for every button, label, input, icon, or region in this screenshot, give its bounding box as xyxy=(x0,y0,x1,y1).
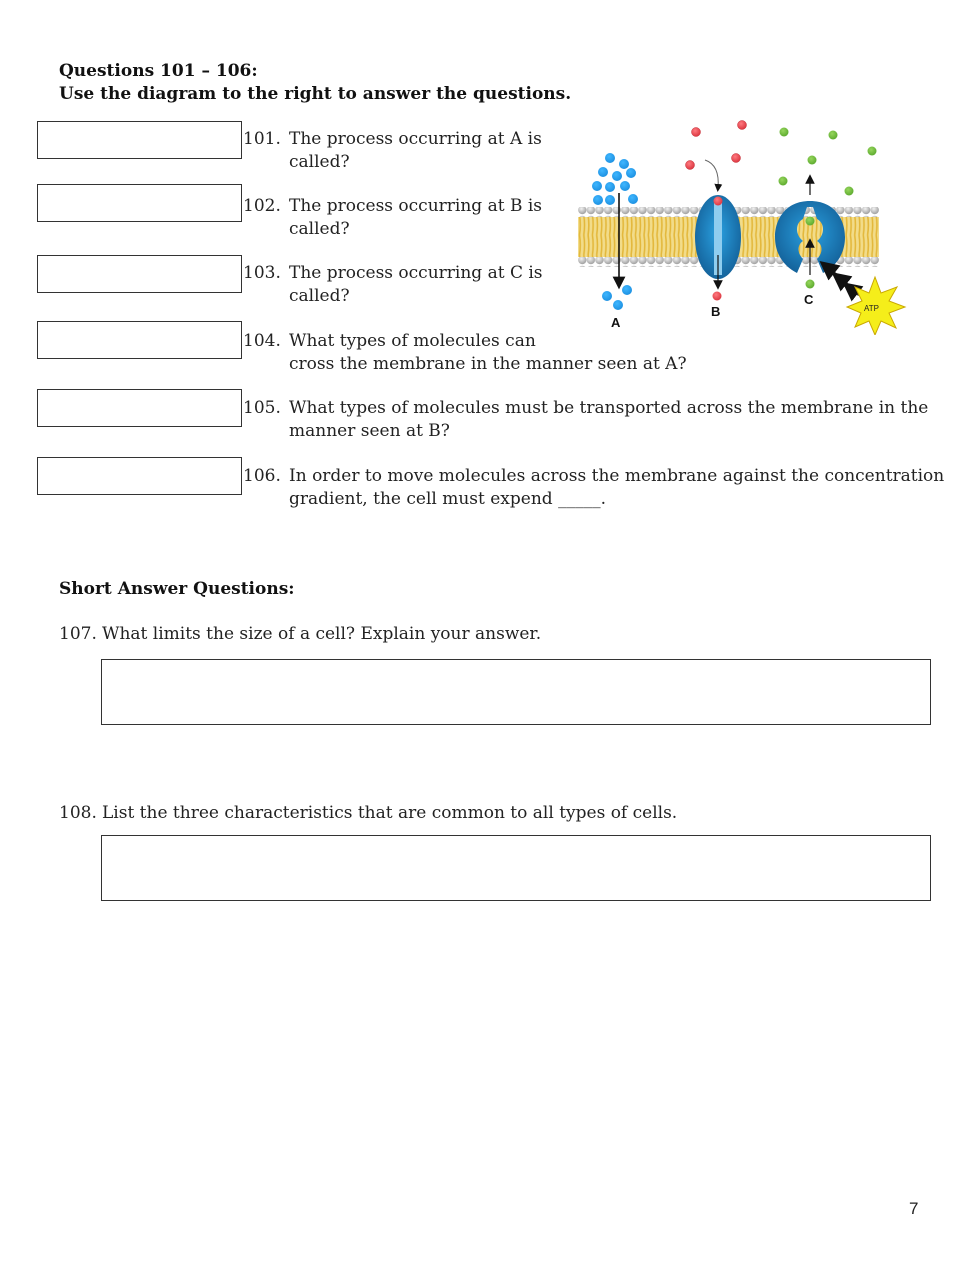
answer-box-107[interactable] xyxy=(101,659,931,725)
answer-box-104[interactable] xyxy=(37,321,242,359)
question-text-108: List the three characteristics that are common to all types of cells. xyxy=(102,803,678,823)
answer-box-106[interactable] xyxy=(37,457,242,495)
membrane-transport-diagram xyxy=(575,115,910,335)
question-number-106: 106. xyxy=(243,466,281,486)
section-title xyxy=(59,60,571,106)
section-title-line1: Questions 101 – 106: xyxy=(59,61,258,81)
question-number-104: 104. xyxy=(243,331,281,351)
question-text-103: The process occurring at C is called? xyxy=(289,263,543,306)
question-number-105: 105. xyxy=(243,398,281,418)
blue-molecules-inside-icon xyxy=(602,285,632,310)
red-molecules-outside-icon xyxy=(686,121,747,170)
answer-box-101[interactable] xyxy=(37,121,242,159)
question-text-102: The process occurring at B is called? xyxy=(289,196,543,239)
label-c: C xyxy=(804,292,814,307)
question-text-107: What limits the size of a cell? Explain your answer. xyxy=(102,624,542,644)
answer-box-103[interactable] xyxy=(37,255,242,293)
answer-box-108[interactable] xyxy=(101,835,931,901)
section-title-line2: Use the diagram to the right to answer the questions. xyxy=(59,84,572,104)
question-number-102: 102. xyxy=(243,196,281,216)
page-number: 7 xyxy=(909,1199,919,1218)
answer-box-105[interactable] xyxy=(37,389,242,427)
atp-star-icon xyxy=(847,277,905,335)
question-text-106: In order to move molecules across the membrane against the concentration gradient, the cell must expend _____. xyxy=(289,466,945,509)
question-text-104: What types of molecules can cross the membrane in the manner seen at A? xyxy=(289,331,687,374)
answer-box-102[interactable] xyxy=(37,184,242,222)
red-molecule-inside-icon xyxy=(713,292,722,301)
blue-molecules-outside-icon xyxy=(592,153,638,205)
question-number-108: 108. xyxy=(59,803,97,823)
question-number-107: 107. xyxy=(59,624,97,644)
short-answer-title: Short Answer Questions: xyxy=(59,579,295,599)
green-molecules-outside-icon xyxy=(779,128,877,196)
question-text-101: The process occurring at A is called? xyxy=(289,129,542,172)
curved-arrow-icon xyxy=(705,160,718,188)
question-number-101: 101. xyxy=(243,129,281,149)
question-number-103: 103. xyxy=(243,263,281,283)
label-b: B xyxy=(711,304,721,319)
label-a: A xyxy=(611,315,621,330)
question-text-105: What types of molecules must be transported across the membrane in the manner seen at B? xyxy=(289,398,929,441)
green-molecule-inside-icon xyxy=(806,280,815,289)
energy-arrows-icon xyxy=(827,267,859,295)
atp-label: ATP xyxy=(864,304,879,313)
